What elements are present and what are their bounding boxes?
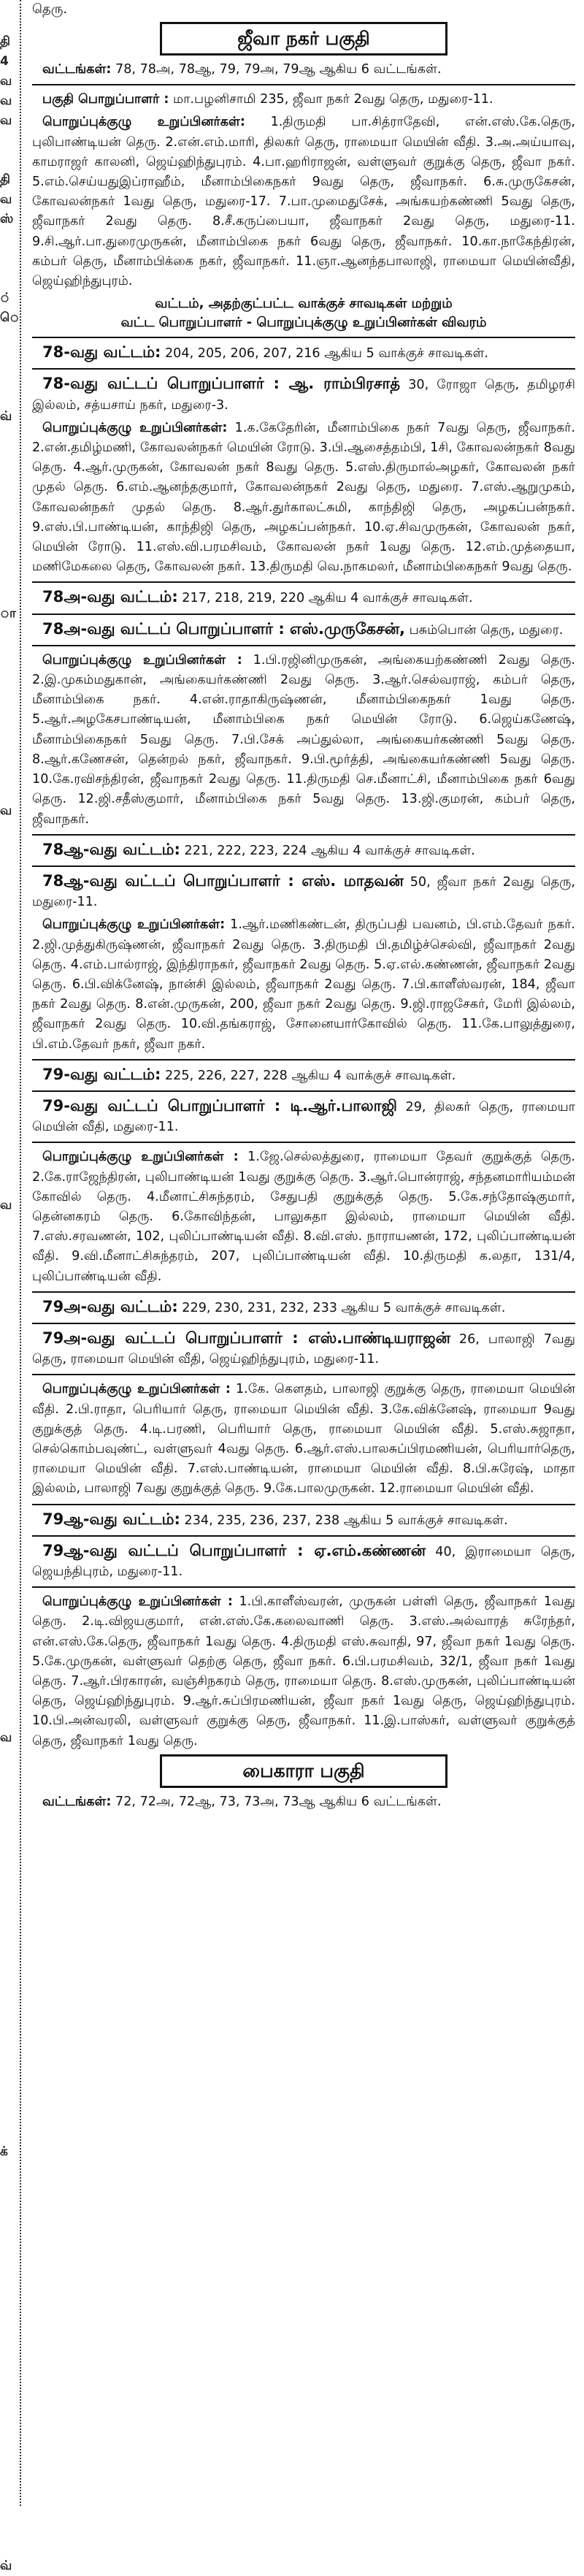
section-wards — [32, 60, 575, 80]
ward-booths-label: 79-வது வட்டம்: — [42, 1065, 161, 1083]
members-label: பொறுப்புக்குழு உறுப்பினர்கள்: — [42, 115, 245, 130]
ward-incharge — [32, 619, 575, 641]
ward-booths-text: 204, 205, 206, 207, 216 ஆகிய 5 வாக்குச் சாவடிகள். — [161, 346, 488, 362]
article-column — [32, 0, 575, 1815]
ward-incharge-text: 29, திலகர் தெரு, ராமையா மெயின் வீதி, மதுரை-11. — [32, 1099, 575, 1135]
subheading-line-1: வட்டம், அதற்குட்பட்ட வாக்குச் சாவடிகள் மற்றும் — [155, 296, 453, 312]
ward-booths — [32, 1065, 575, 1086]
ward-incharge-label: 79-வது வட்டப் பொறுப்பாளர் : டி.ஆர்.பாலாஜி — [42, 1096, 397, 1115]
ward-booths-label: 79அ-வது வட்டம்: — [42, 1297, 178, 1315]
divider — [32, 581, 575, 583]
ward-incharge — [32, 374, 575, 415]
ward-booths-text: 217, 218, 219, 220 ஆகிய 4 வாக்குச் சாவடிகள். — [177, 591, 473, 606]
subheading — [32, 294, 575, 332]
divider — [32, 1142, 575, 1143]
ward-members-text: 1.பி.ரஜினிமுருகன், அங்கையற்கண்ணி 2வது தெரு. 2.இ.முகம்மதுகான், அங்கையர்கண்ணி 2வது தெரு. 3.ஆர்.செல்வராஜ், கம்பர் தெரு, மீனாம்பிகை நகர். 4.என்.ராதாகிருஷ்ணன், மீனாம்பிகைநகர் 1வது தெரு. 5.ஆர்.அழகேசபாண்டியன், மீனாம்பிகை நகர் மெயின் ரோடு. 6.ஜெய்கணேஷ், மீனாம்பிகைநகர் 5வது தெரு. 7.பி.சேக் அப்துல்லா, அங்கையர்கண்ணி 5வது தெரு. 8.ஆர்.கணேசன், தென்றல் நகர், ஜீவாநகர். 9.பி.மூர்த்தி, அங்கையர்கண்ணி 5வது தெரு. 10.கே.ரவிசந்திரன், ஜீவாநகர் 2வது தெரு. 11.திருமதி செ.மீனாட்சி, மீனாம்பிகை நகர் 6வது தெரு. 12.ஜி.சதீஸ்குமார், மீனாம்பிகை நகர் 5வது தெரு. 13.ஜி.குமரன், கம்பர் தெரு, ஜீவாநகர். — [32, 652, 575, 827]
divider — [32, 614, 575, 615]
ward-incharge-text: 30, ரோஜா தெரு, தமிழரசி இல்லம், சத்யசாய் நகர், மதுரை-3. — [32, 378, 576, 413]
ward-members — [32, 1592, 575, 1751]
ward-incharge — [32, 1329, 575, 1369]
ward-members-text: 1.கே. கௌதம், பாலாஜி குறுக்கு தெரு, ராமையா மெயின் வீதி. 2.பி.ராதா, பெரியார் தெரு, ராமையா மெயின் வீதி. 3.கே.விக்னேஷ், ராமையா 9வது குறுக்குத் தெரு. 4.டி.பரணி, பெரியார் தெரு, ராமையா மெயின் வீதி. 5.எஸ்.சுஜாதா, செல்கொம்பவுண்ட், வள்ளுவர் 4வது தெரு. 6.ஆர்.எஸ்.பாலசுப்பிரமணியன், பெரியார்தெரு, ராமையா மெயின் வீதி. 7.எஸ்.பாண்டியன், ராமையா மெயின் வீதி. 8.பி.சுரேஷ், மாதா இல்லம், பாலாஜி 7வது குறுக்குத் தெரு. 9.கே.பாலமுருகன். 12.ராமையா மெயின் வீதி. — [32, 1382, 575, 1497]
ward-members-text: 1.க.கேதேரின், மீனாம்பிகை நகர் 7வது தெரு, ஜீவாநகர். 2.என்.தமிழ்மணி, கோவலன்நகர் மெயின் ரோடு. 3.பி.ஆசைத்தம்பி, 1சி, கோவலன்நகர் 8வது தெரு. 4.ஆர்.முருகன், கோவலன் நகர் 8வது தெரு. 5.எஸ்.திருமால்அழகர், கோவலன் நகர் முதல் தெரு. 6.எம்.ஆனந்தகுமார், கோவலன்நகர் 2வது தெரு, மதுரை. 7.எஸ்.ஆறுமுகம், கோவலன்நகர் முதல் தெரு. 8.ஆர்.துர்காலட்சுமி, காந்திஜி தெரு, அழகப்பன்நகர். 9.எஸ்.பி.பாண்டியன், காந்திஜி தெரு, அழகப்பன்நகர். 10.ஏ.சிவமுருகன், கோவலன் நகர், மெயின் ரோடு. 11.எஸ்.வி.பரமசிவம், கோவலன் நகர் 1வது தெரு. 12.எம்.முத்தையா, மணிமேகலை தெரு, கோவலன் நகர். 13.திருமதி வெ.நாகமலர், மீனாம்பிகைநகர் 9வது தெரு. — [32, 420, 575, 575]
divider — [32, 1504, 575, 1505]
ward-incharge-label: 78அ-வது வட்டப் பொறுப்பாளர் : எஸ்.முருகேசன், — [42, 619, 406, 638]
ward-booths-label: 78-வது வட்டம்: — [42, 343, 161, 362]
ward-members-label: பொறுப்புக்குழு உறுப்பினர்கள் : — [42, 652, 242, 668]
divider — [32, 1586, 575, 1588]
divider — [32, 1291, 575, 1293]
wards-text: 78, 78அ, 78ஆ, 79, 79அ, 79ஆ ஆகிய 6 வட்டங்கள். — [111, 62, 442, 77]
section-members — [32, 112, 575, 291]
wards-text: 72, 72அ, 72ஆ, 73, 73அ, 73ஆ ஆகிய 6 வட்டங்கள். — [111, 1794, 442, 1809]
continued-text-fragment: தெரு. — [32, 1, 68, 17]
members-text: 1.திருமதி பா.சித்ராதேவி, என்.எஸ்.கே.தெரு, புலிபாண்டியன் தெரு. 2.என்.எம்.மாரி, திலகர் தெரு, ராமையா மெயின் வீதி. 3.அ.அய்யாவு, காமராஜர் காலனி, ஜெய்ஹிந்துபுரம். 4.பா.ஹரிராஜன், வள்ளுவர் குறுக்கு தெரு, ஜீவா நகர். 5.எம்.செய்யதுஇப்ராஹீம், மீனாம்பிகைநகர் 9வது தெரு, ஜீவாநகர். 6.சு.முருகேசன், கோவலன்நகர் 1வது தெரு, மதுரை-17. 7.பா.முமைதுசேக், அங்கயற்கண்ணி 5வது தெரு, ஜீவாநகர் 2வது தெரு. 8.சீ.கருப்பையா, ஜீவாநகர் 2வது தெரு, மதுரை-11. 9.சி.ஆர்.பா.துரைமுருகன், மீனாம்பிகை நகர் 6வது தெரு, ஜீவாநகர். 10.கா.நாகேந்திரன், கம்பர் தெரு, மீனாம்பிக்கை நகர், ஜீவாநகர். 11.ஞா.ஆனந்தபாலாஜி, ராமையா மெயின்வீதி, ஜெய்ஹிந்துபுரம். — [32, 115, 575, 289]
divider — [32, 645, 575, 646]
ward-members — [32, 651, 575, 830]
ward-incharge-label: 79ஆ-வது வட்டப் பொறுப்பாளர் : ஏ.எம்.கண்ணன் — [42, 1541, 426, 1559]
ward-incharge-label: 78ஆ-வது வட்டப் பொறுப்பாளர் : எஸ். மாதவன் — [42, 871, 404, 890]
divider — [32, 834, 575, 836]
ward-members-label: பொறுப்புக்குழு உறுப்பினர்கள் : — [42, 1150, 239, 1165]
ward-incharge — [32, 871, 575, 912]
ward-members-text: 1.ஆர்.மணிகண்டன், திருப்பதி பவனம், பி.எம்.தேவர் நகர். 2.ஜி.முத்துகிருஷ்ணன், ஜீவாநகர் 2வது தெரு. 3.திருமதி பி.தமிழ்ச்செல்வி, ஜீவாநகர் 2வது தெரு. 4.எம்.பால்ராஜ், இந்திராநகர், ஜீவாநகர் 2வது தெரு. 5.ஏ.எல்.கண்ணன், ஜீவாநகர் 2வது தெரு. 6.பி.விக்னேஷ், நான்சி இல்லம், ஜீவாநகர் 2வது தெரு. 7.பி.காளீஸ்வரன், 184, ஜீவா நகர் 2வது தெரு. 8.என்.முருகன், 200, ஜீவா நகர் 2வது தெரு. 9.ஜி.ராஜசேகர், மேரி இல்லம், ஜீவாநகர் 2வது தெரு. 10.வி.தங்கராஜ், சோனையார்கோவில் தெரு. 11.கே.பாலுத்துரை, பி.எம்.தேவர் நகர், ஜீவா நகர். — [32, 917, 575, 1052]
wards-label: வட்டங்கள்: — [42, 62, 112, 77]
ward-members-text: 1.பி.காளீஸ்வரன், முருகன் பள்ளி தெரு, ஜீவாநகர் 1வது தெரு. 2.டி.விஜயகுமார், என்.எஸ்.கே.கலைவாணி தெரு. 3.எஸ்.அல்வாரத் சுரேந்தர், என்.எஸ்.கே.தெரு, ஜீவாநகர் 1வது தெரு. 4.திருமதி எஸ்.சுவாதி, 97, ஜீவா நகர் 1வது தெரு. 5.கே.முருகன், வள்ளுவர் தெற்கு தெரு, ஜீவா நகர். 6.பி.பரமசிவம், 32/1, ஜீவா நகர் 1வது தெரு. 7.ஆர்.பிரகாரன், வஞ்சிநகரம் தெரு, ராமையா தெரு. 8.எஸ்.முருகன், புலிப்பாண்டியன் தெரு, ஜெய்ஹிந்துபுரம். 9.ஆர்.சுப்பிரமணியன், ஜீவா நகர் 1வது தெரு, ஜெய்ஹிந்துபுரம். 10.பி.அன்வரலி, வள்ளுவர் குறுக்கு தெரு, ஜீவாநகர். 11.இ.பாஸ்கர், வள்ளுவர் குறுக்குத் தெரு, ஜீவாநகர் 1வது தெரு. — [32, 1594, 575, 1748]
ward-members-text: 1.ஜே.செல்லத்துரை, ராமையா தேவர் குறுக்குத் தெரு. 2.கே.ராஜேந்திரன், புலிபாண்டியன் 1வது குறுக்கு தெரு. 3.ஆர்.பொன்ராஜ், சந்தனமாரியம்மன் கோவில் தெரு. 4.மீனாட்சிசுந்தரம், சேதுபதி குறுக்குத் தெரு. 5.கே.சந்தோஷ்குமார், தென்னகரம் தெரு. 6.கோவிந்தன், பாலுசுதா இல்லம், ராமையா மெயின் வீதி. 7.எஸ்.சரவணன், 102, புலிப்பாண்டியன் வீதி. 8.வி.எஸ். நாராயணன், 172, புலிப்பாண்டியன் வீதி. 9.வி.மீனாட்சிசுந்தரம், 207, புலிப்பாண்டியன் வீதி. 10.திருமதி க.லதா, 131/4, புலிப்பாண்டியன் வீதி. — [32, 1150, 575, 1284]
divider — [32, 337, 575, 338]
ward-booths-text: 234, 235, 236, 237, 238 ஆகிய 5 வாக்குச் சாவடிகள். — [180, 1513, 508, 1528]
ward-booths-text: 221, 222, 223, 224 ஆகிய 4 வாக்குச் சாவடிகள். — [180, 843, 475, 858]
ward-incharge-label: 78-வது வட்டப் பொறுப்பாளர் : ஆ. ராம்பிரசாத் — [42, 375, 401, 393]
ward-incharge-text: பசும்பொன் தெரு, மதுரை. — [405, 622, 564, 638]
ward-members — [32, 1380, 575, 1499]
neighbor-column-fragments: தி 4 வ வ வ தி வ ஸ் ் ெ வ் ா வ வ வ க் வ் — [0, 34, 20, 2573]
ward-incharge — [32, 1541, 575, 1582]
section-incharge — [32, 90, 575, 110]
divider — [32, 1535, 575, 1537]
incharge-text: மா.பழனிசாமி 235, ஜீவா நகர் 2வது தெரு, மதுரை-11. — [169, 92, 493, 107]
ward-members — [32, 915, 575, 1054]
ward-booths-text: 225, 226, 227, 228 ஆகிய 4 வாக்குச் சாவடிகள். — [161, 1068, 456, 1083]
ward-members-label: பொறுப்புக்குழு உறுப்பினர்கள்: — [42, 420, 228, 435]
ward-booths — [32, 1297, 575, 1318]
ward-booths — [32, 840, 575, 861]
ward-incharge-text: 40, இராமையா தெரு, ஜெயந்திபுரம், மதுரை-11. — [32, 1544, 575, 1579]
divider — [32, 1090, 575, 1092]
divider — [32, 865, 575, 867]
divider — [32, 1374, 575, 1375]
divider — [32, 1323, 575, 1324]
ward-booths-text: 229, 230, 231, 232, 233 ஆகிய 5 வாக்குச் சாவடிகள். — [177, 1300, 506, 1315]
ward-booths-label: 79ஆ-வது வட்டம்: — [42, 1510, 180, 1528]
section-title-paikara: பைகாரா பகுதி — [160, 1754, 447, 1788]
ward-incharge — [32, 1096, 575, 1137]
ward-incharge-label: 79அ-வது வட்டப் பொறுப்பாளர் : எஸ்.பாண்டியராஜன் — [42, 1329, 450, 1347]
ward-incharge-text: 50, ஜீவா நகர் 2வது தெரு, மதுரை-11. — [32, 874, 575, 910]
divider — [32, 1059, 575, 1060]
ward-members — [32, 1147, 575, 1286]
section2-wards — [32, 1792, 575, 1812]
ward-booths — [32, 587, 575, 608]
ward-members-label: பொறுப்புக்குழு உறுப்பினர்கள் : — [42, 1594, 233, 1610]
incharge-label: பகுதி பொறுப்பாளர் : — [42, 92, 169, 107]
left-column-gutter — [0, 0, 20, 2573]
divider — [32, 368, 575, 370]
section-title-jeeva-nagar: ஜீவா நகர் பகுதி — [160, 22, 447, 56]
wards-label: வட்டங்கள்: — [42, 1794, 112, 1809]
ward-members-label: பொறுப்புக்குழு உறுப்பினர்கள் : — [42, 1382, 231, 1397]
ward-members-label: பொறுப்புக்குழு உறுப்பினர்கள்: — [42, 917, 226, 933]
ward-booths — [32, 343, 575, 364]
ward-members — [32, 418, 575, 578]
ward-booths-label: 78அ-வது வட்டம்: — [42, 588, 178, 606]
column-divider — [20, 0, 21, 2506]
subheading-line-2: வட்ட பொறுப்பாளர் - பொறுப்புக்குழு உறுப்பினர்கள் விவரம் — [120, 315, 487, 331]
ward-booths-label: 78ஆ-வது வட்டம்: — [42, 840, 180, 858]
divider — [32, 84, 575, 85]
ward-incharge-text: 26, பாலாஜி 7வது தெரு, ராமையா மெயின் வீதி, ஜெய்ஹிந்துபுரம், மதுரை-11. — [32, 1331, 575, 1367]
ward-booths — [32, 1510, 575, 1531]
